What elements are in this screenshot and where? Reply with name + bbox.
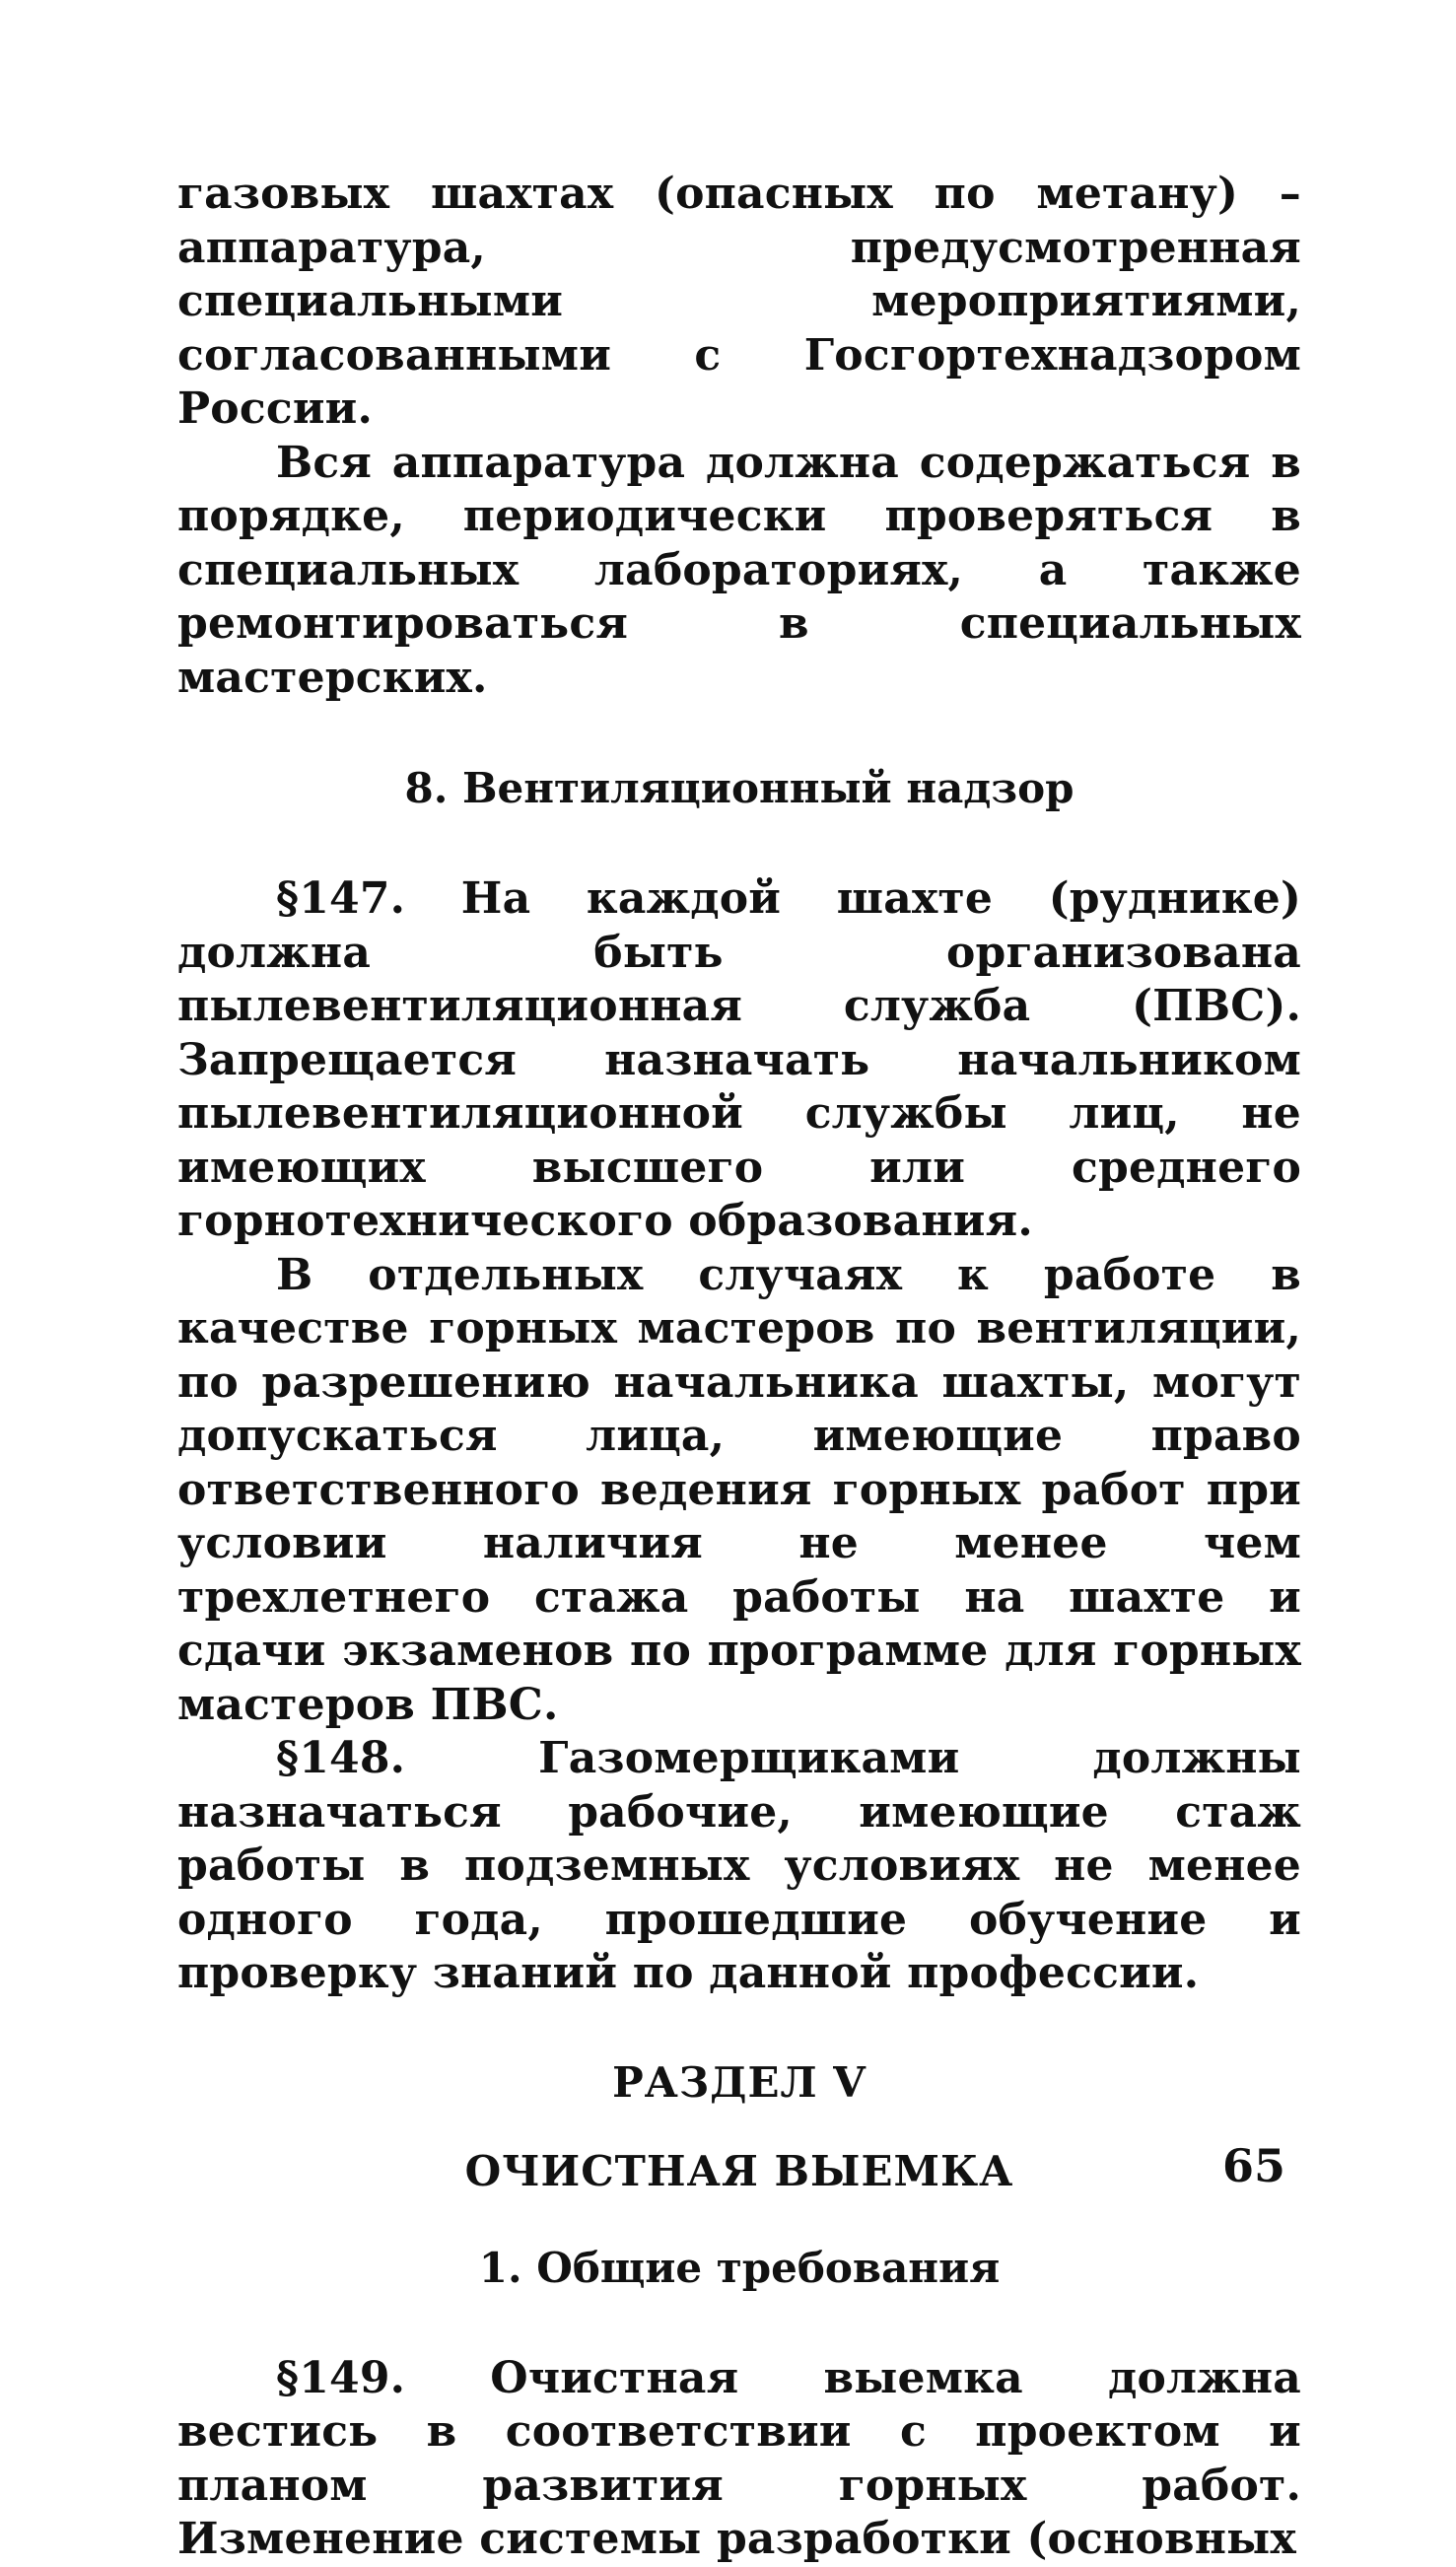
paragraph-149: §149. Очистная выемка должна вестись в соответствии с проектом и планом развития горных работ. Изменение системы разработки (основных (177, 2352, 1301, 2564)
part-title: ОЧИСТНАЯ ВЫЕМКА (464, 2146, 1014, 2195)
page-body (177, 168, 1301, 2567)
section-heading-ventilation: 8. Вентиляционный надзор (404, 764, 1075, 812)
paragraph-foremen: В отдельных случаях к работе в качестве горных мастеров по вентиляции, по разрешению начальника шахты, могут допускаться лица, имеющие право ответственного ведения горных работ при условии наличия не менее чем трехлетнего стажа работы на шахте и сдачи экзаменов по программе для горных мастеров ПВС. (177, 1249, 1301, 1730)
paragraph-gas-mines: газовых шахтах (опасных по метану) – аппаратура, предусмотренная специальными мероприятиями, согласованными с Госгортехнадзором России. (177, 169, 1301, 434)
paragraph-equipment-maintenance: Вся аппаратура должна содержаться в порядке, периодически проверяться в специальных лабораториях, а также ремонтироваться в специальных мастерских. (177, 437, 1301, 703)
paragraph-147: §147. На каждой шахте (руднике) должна быть организована пылевентиляционная служба (ПВС). Запрещается назначать начальником пылевентиляционной службы лиц, не имеющих высшего или среднего горнотехнического образования. (177, 873, 1301, 1246)
section-heading-general: 1. Общие требования (478, 2243, 1001, 2292)
paragraph-148: §148. Газомерщиками должны назначаться рабочие, имеющие стаж работы в подземных условиях не менее одного года, прошедшие обучение и проверку знаний по данной профессии. (177, 1733, 1301, 1998)
page-number: 65 (1222, 2139, 1286, 2192)
part-heading: РАЗДЕЛ V (612, 2057, 867, 2107)
